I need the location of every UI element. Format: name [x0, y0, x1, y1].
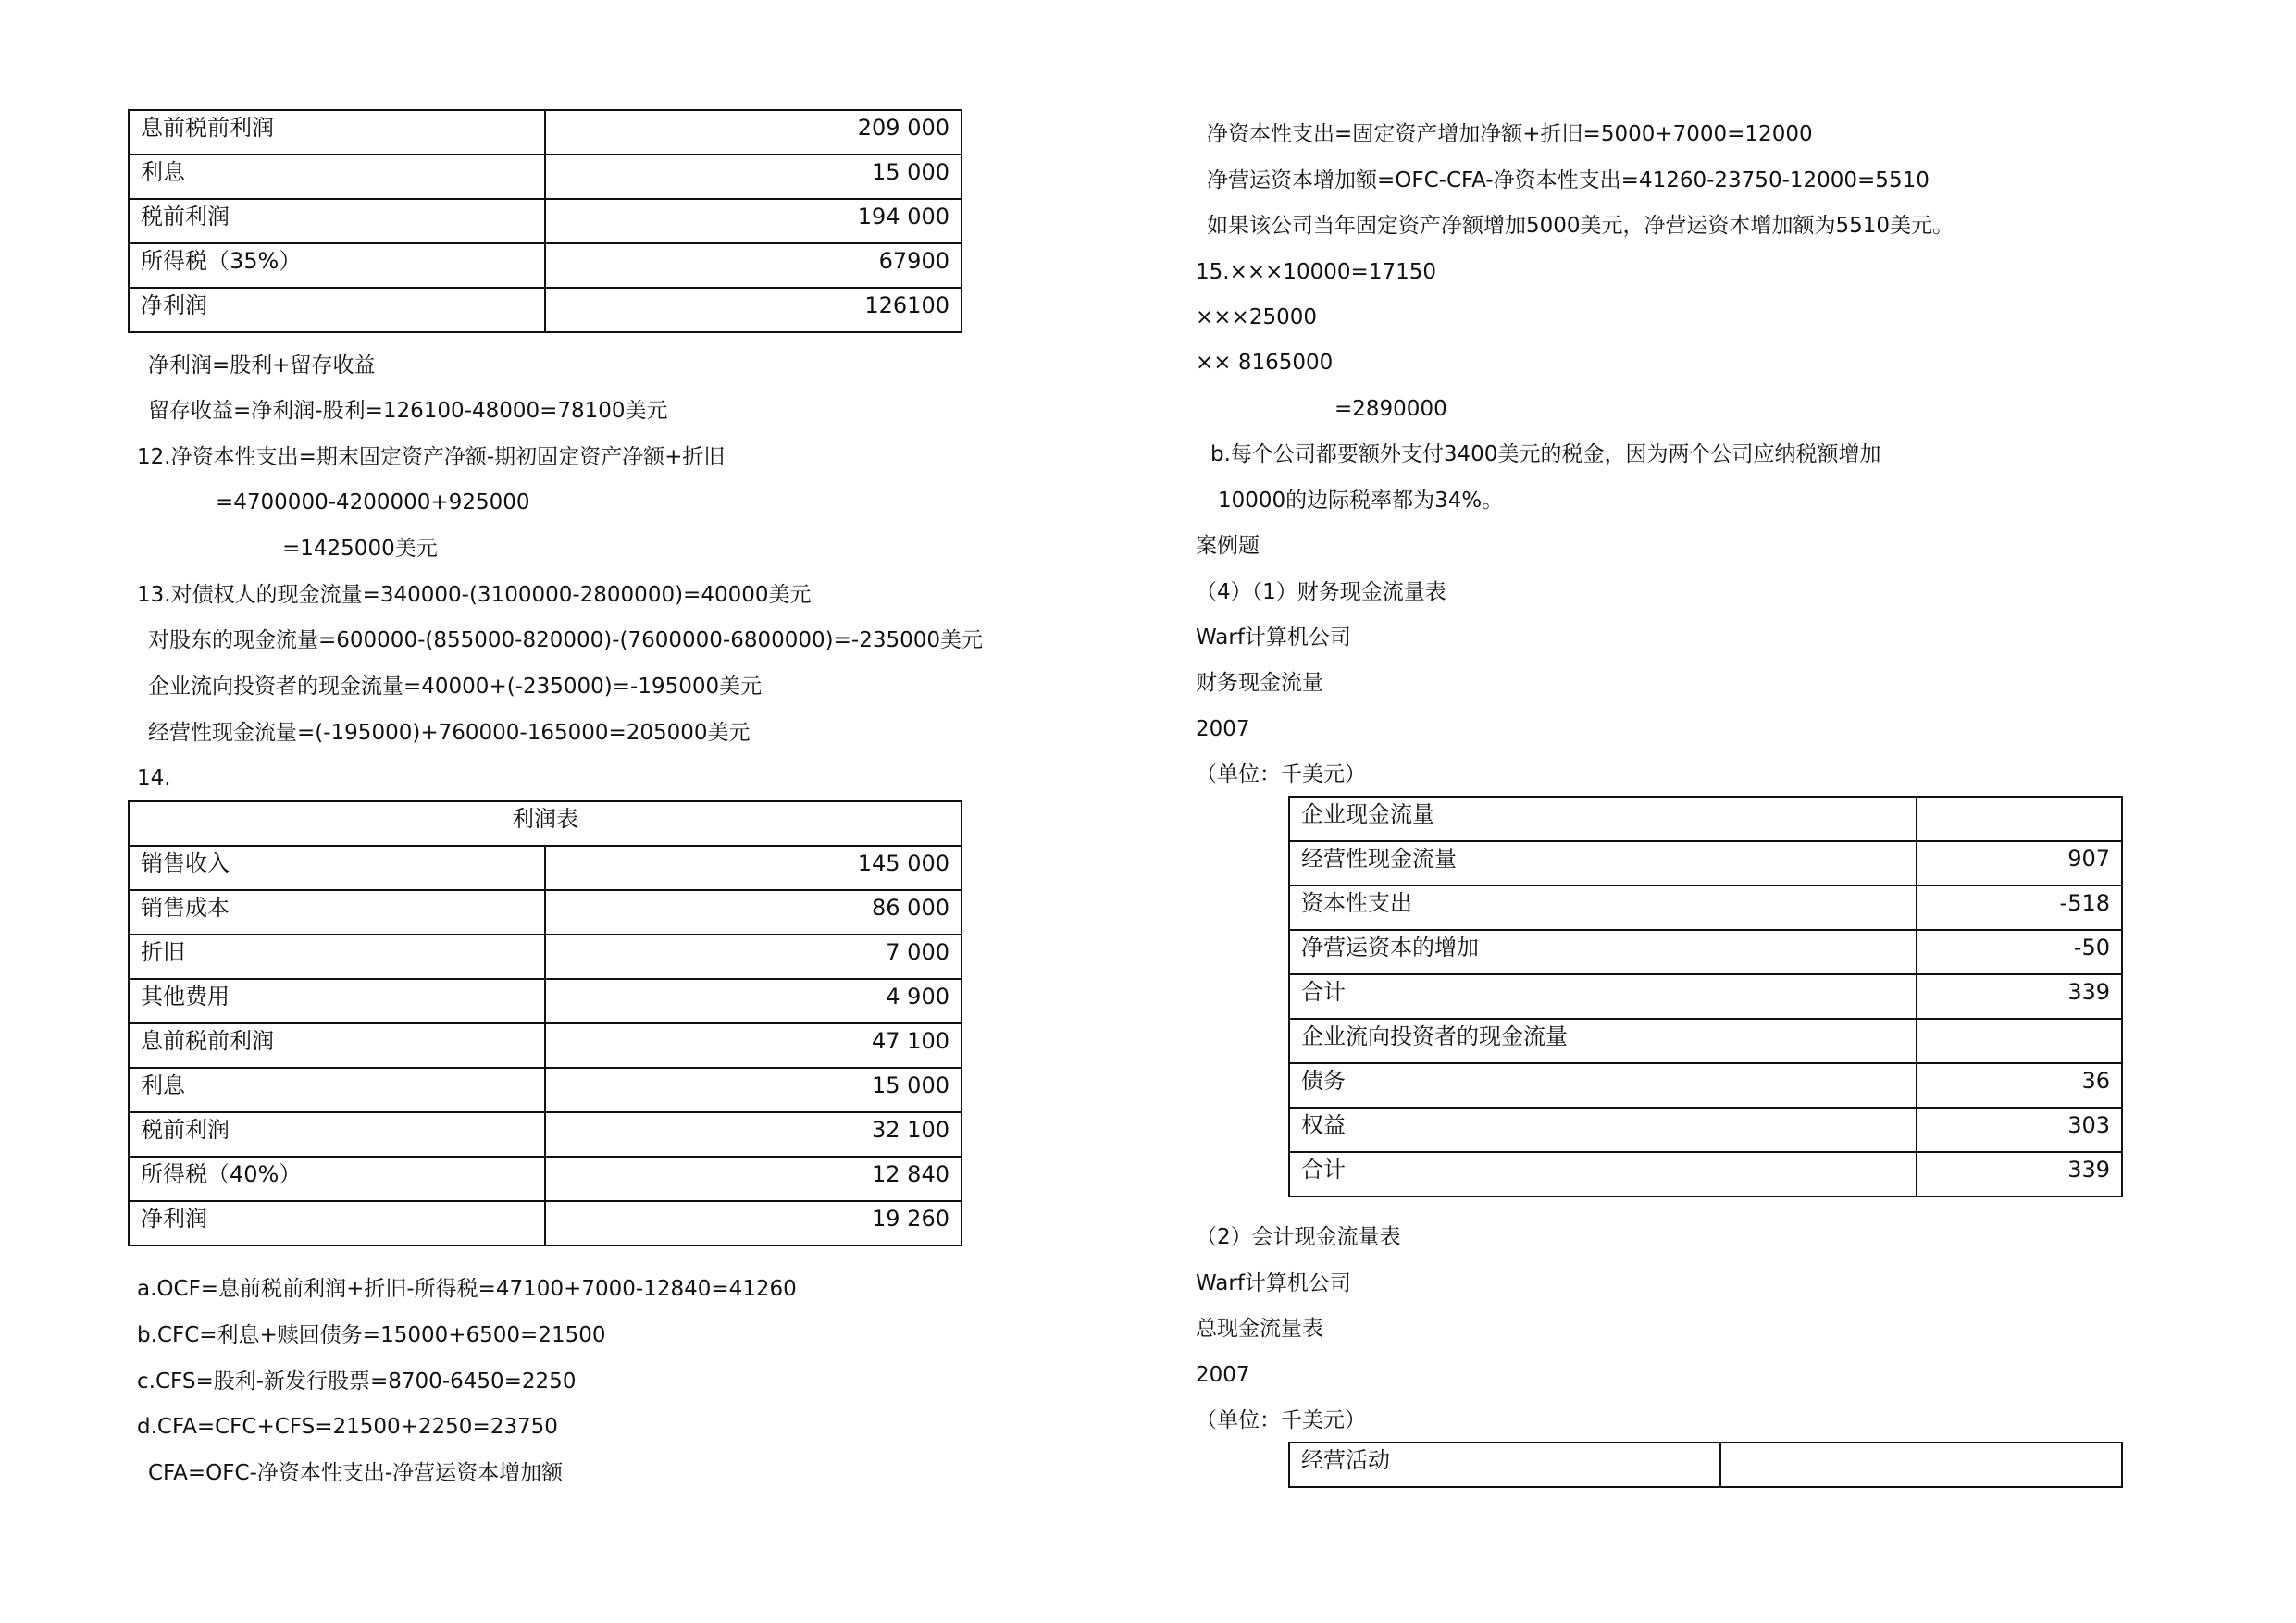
row-label: 其他费用	[129, 979, 545, 1023]
income-table-1	[128, 109, 962, 333]
row-label: 税前利润	[129, 1112, 545, 1157]
text-line: d.CFA=CFC+CFS=21500+2250=23750	[137, 1415, 558, 1439]
row-value: 126100	[545, 288, 962, 332]
row-label: 所得税（40%）	[129, 1157, 545, 1201]
table-row	[129, 890, 962, 935]
text-line: CFA=OFC-净资本性支出-净营运资本增加额	[148, 1461, 564, 1485]
table-row	[129, 935, 962, 979]
row-label: 销售收入	[129, 846, 545, 890]
text-line: （4）（1）财务现金流量表	[1196, 580, 1446, 604]
text-line: 经营性现金流量=(-195000)+760000-165000=205000美元	[148, 721, 751, 745]
row-label: 税前利润	[129, 199, 545, 243]
table-row	[129, 1201, 962, 1245]
text-line: 14.	[137, 766, 171, 790]
text-line: 案例题	[1196, 534, 1260, 558]
row-value: 15 000	[545, 155, 962, 199]
text-line: 2007	[1196, 1363, 1250, 1387]
table-row	[129, 1112, 962, 1157]
row-value: 303	[1917, 1108, 2122, 1152]
text-line: 对股东的现金流量=600000-(855000-820000)-(7600000-6800000)=-235000美元	[148, 628, 983, 652]
text-line: 13.对债权人的现金流量=340000-(3100000-2800000)=40000美元	[137, 583, 812, 607]
row-value: 12 840	[545, 1157, 962, 1201]
row-value: 145 000	[545, 846, 962, 890]
text-line: ×××25000	[1196, 305, 1317, 329]
text-line: 15.×××10000=17150	[1196, 260, 1436, 284]
table-row	[129, 979, 962, 1023]
text-line: b.每个公司都要额外支付3400美元的税金，因为两个公司应纳税额增加	[1210, 442, 1881, 466]
text-line: 如果该公司当年固定资产净额增加5000美元，净营运资本增加额为5510美元。	[1207, 214, 1955, 238]
row-label: 折旧	[129, 935, 545, 979]
row-value: -518	[1917, 886, 2122, 930]
row-label: 经营性现金流量	[1289, 841, 1917, 886]
row-value	[1917, 1019, 2122, 1063]
row-label: 经营活动	[1289, 1443, 1720, 1487]
row-value: 86 000	[545, 890, 962, 935]
table-row	[1289, 797, 2122, 841]
accounting-cash-flow-table	[1288, 1442, 2123, 1488]
text-line: ×× 8165000	[1196, 351, 1334, 375]
row-label: 息前税前利润	[129, 1023, 545, 1068]
text-line: =4700000-4200000+925000	[216, 490, 530, 514]
text-line: （2）会计现金流量表	[1196, 1225, 1401, 1249]
text-line: 财务现金流量	[1196, 671, 1323, 695]
row-value: 19 260	[545, 1201, 962, 1245]
text-line: Warf计算机公司	[1196, 1271, 1351, 1295]
text-line: 2007	[1196, 717, 1250, 741]
row-value: 36	[1917, 1063, 2122, 1108]
row-value: 194 000	[545, 199, 962, 243]
row-label: 所得税（35%）	[129, 243, 545, 288]
text-line: （单位：千美元）	[1196, 762, 1366, 787]
table-row	[1289, 1443, 2122, 1487]
text-line: 净利润=股利+留存收益	[148, 353, 376, 378]
table-row	[1289, 974, 2122, 1019]
table-row	[129, 155, 962, 199]
text-line: 12.净资本性支出=期末固定资产净额-期初固定资产净额+折旧	[137, 445, 726, 469]
table-row	[129, 1157, 962, 1201]
row-label: 利息	[129, 155, 545, 199]
row-value: 339	[1917, 1152, 2122, 1196]
table-row	[129, 110, 962, 155]
row-value: 907	[1917, 841, 2122, 886]
text-line: 企业流向投资者的现金流量=40000+(-235000)=-195000美元	[148, 675, 763, 699]
table-row	[1289, 841, 2122, 886]
text-line: c.CFS=股利-新发行股票=8700-6450=2250	[137, 1369, 577, 1394]
row-value: -50	[1917, 930, 2122, 974]
text-line: =1425000美元	[282, 537, 438, 561]
row-value	[1720, 1443, 2122, 1487]
row-value: 47 100	[545, 1023, 962, 1068]
text-line: 净营运资本增加额=OFC-CFA-净资本性支出=41260-23750-12000=5510	[1207, 168, 1930, 192]
table-row	[129, 243, 962, 288]
table-title: 利润表	[129, 801, 962, 846]
table-row	[129, 846, 962, 890]
table-row	[1289, 930, 2122, 974]
table-row	[129, 199, 962, 243]
text-line: 留存收益=净利润-股利=126100-48000=78100美元	[148, 399, 668, 423]
row-label: 净营运资本的增加	[1289, 930, 1917, 974]
financial-cash-flow-table	[1288, 796, 2123, 1197]
row-label: 合计	[1289, 1152, 1917, 1196]
text-line: a.OCF=息前税前利润+折旧-所得税=47100+7000-12840=41260	[137, 1277, 797, 1301]
text-line: 净资本性支出=固定资产增加净额+折旧=5000+7000=12000	[1207, 122, 1813, 146]
income-table-2	[128, 800, 962, 1246]
text-line: 总现金流量表	[1196, 1317, 1323, 1341]
row-label: 资本性支出	[1289, 886, 1917, 930]
row-label: 企业流向投资者的现金流量	[1289, 1019, 1917, 1063]
row-value: 32 100	[545, 1112, 962, 1157]
row-value: 15 000	[545, 1068, 962, 1112]
row-value: 7 000	[545, 935, 962, 979]
row-value: 4 900	[545, 979, 962, 1023]
row-label: 净利润	[129, 1201, 545, 1245]
text-line: =2890000	[1334, 397, 1447, 421]
row-label: 利息	[129, 1068, 545, 1112]
row-value: 209 000	[545, 110, 962, 155]
text-line: （单位：千美元）	[1196, 1408, 1366, 1432]
row-value: 339	[1917, 974, 2122, 1019]
table-row	[1289, 1019, 2122, 1063]
row-value: 67900	[545, 243, 962, 288]
text-line: Warf计算机公司	[1196, 626, 1351, 650]
row-label: 息前税前利润	[129, 110, 545, 155]
table-row	[129, 288, 962, 332]
row-label: 企业现金流量	[1289, 797, 1917, 841]
table-row	[129, 1068, 962, 1112]
row-label: 合计	[1289, 974, 1917, 1019]
table-row	[1289, 1152, 2122, 1196]
table-row	[1289, 1108, 2122, 1152]
row-label: 债务	[1289, 1063, 1917, 1108]
table-row	[1289, 886, 2122, 930]
table-row	[1289, 1063, 2122, 1108]
text-line: b.CFC=利息+赎回债务=15000+6500=21500	[137, 1323, 606, 1347]
row-label: 权益	[1289, 1108, 1917, 1152]
row-label: 净利润	[129, 288, 545, 332]
row-value	[1917, 797, 2122, 841]
table-row	[129, 1023, 962, 1068]
row-label: 销售成本	[129, 890, 545, 935]
text-line: 10000的边际税率都为34%。	[1218, 489, 1504, 513]
table-title-row	[129, 801, 962, 846]
